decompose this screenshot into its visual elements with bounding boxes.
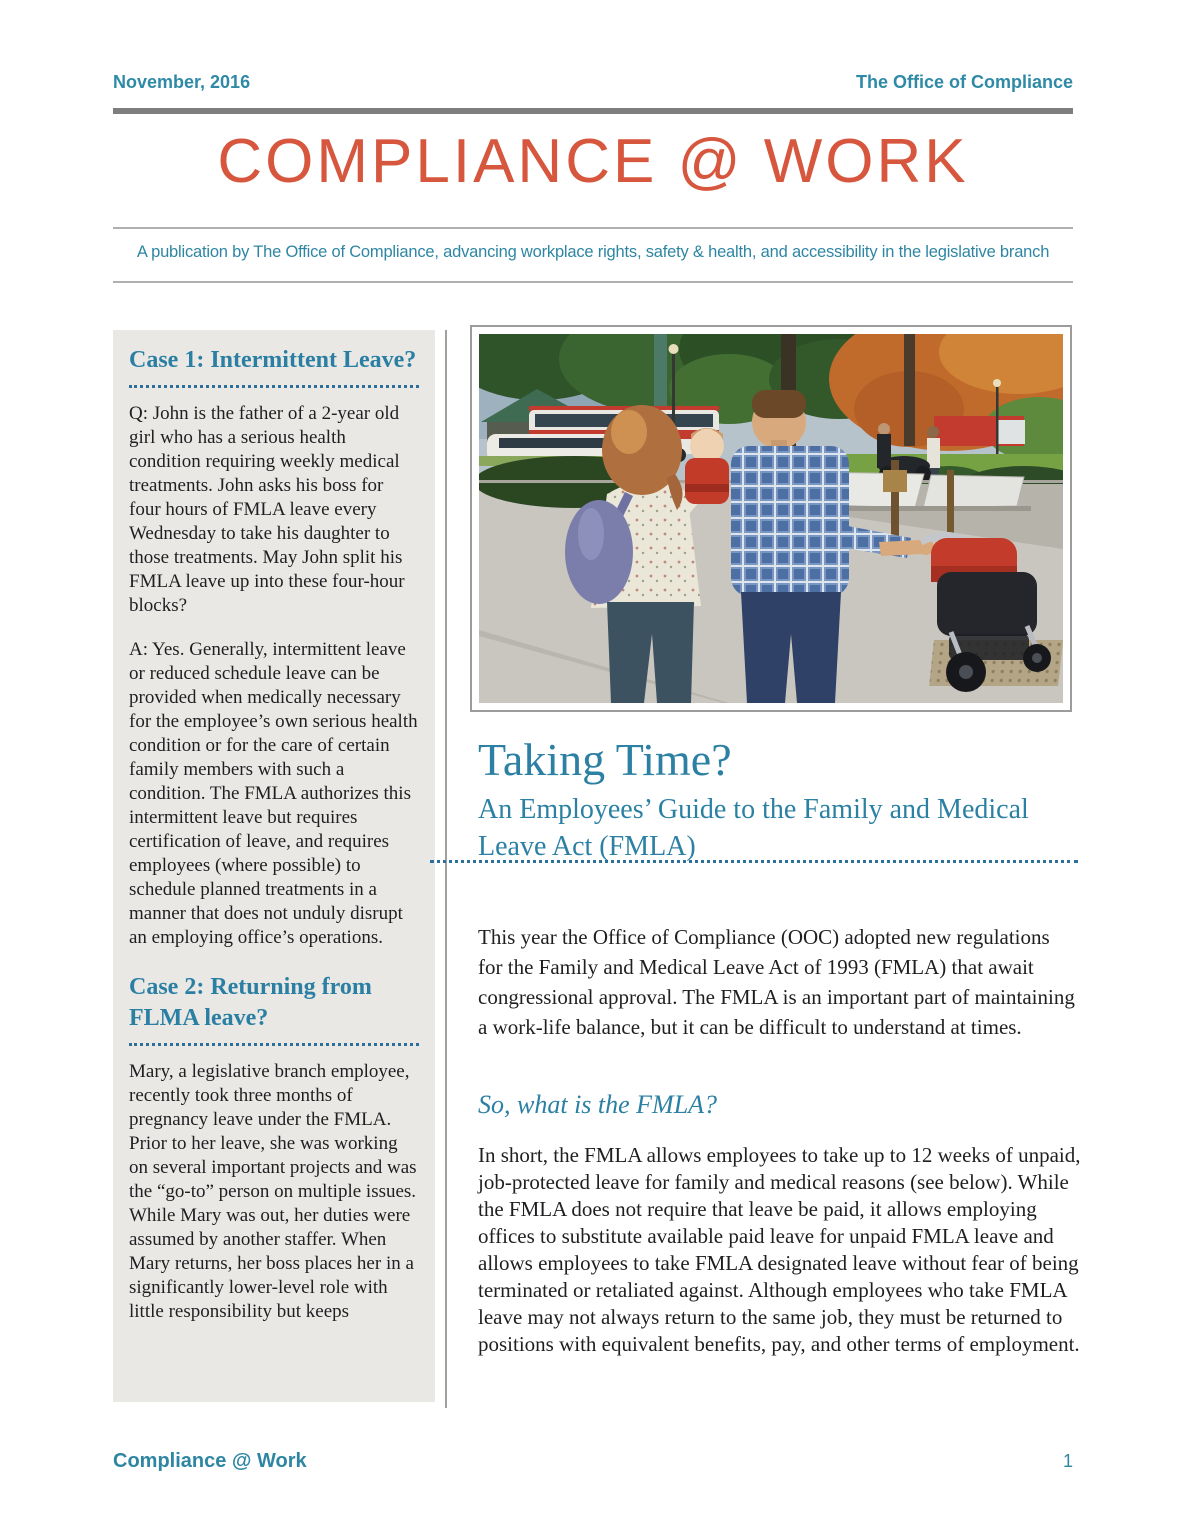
case2-heading: Case 2: Returning from FLMA leave? bbox=[129, 974, 372, 1031]
masthead-rule-top bbox=[113, 227, 1073, 229]
article-dotted-rule bbox=[430, 860, 1078, 863]
page-footer bbox=[113, 1450, 1073, 1473]
article-intro-paragraph: This year the Office of Compliance (OOC) adopted new regulations for the Family and Medical Leave Act of 1993 (FMLA) that await congressional approval. The FMLA is an important part of maintaining a work-life balance, but it can be difficult to understand at times. bbox=[478, 925, 1075, 1039]
page-header bbox=[113, 72, 1073, 93]
masthead-tagline: A publication by The Office of Compliance, advancing workplace rights, safety & health, and accessibility in the legislative branch bbox=[136, 243, 1050, 261]
header-rule bbox=[113, 108, 1073, 114]
case1-dotted-rule bbox=[129, 385, 419, 388]
case2-body: Mary, a legislative branch employee, recently took three months of pregnancy leave under the FMLA. Prior to her leave, she was working on several important projects and was the “go-to” person on multiple issues. While Mary was out, her duties were assumed by another staffer. When Mary returns, her boss places her in a significantly lower-level role with little responsibility but keeps bbox=[129, 1061, 417, 1322]
article-section-heading: So, what is the FMLA? bbox=[478, 1090, 718, 1119]
case-sidebar bbox=[113, 330, 435, 1402]
case1-heading: Case 1: Intermittent Leave? bbox=[129, 347, 417, 373]
family-photo bbox=[470, 325, 1072, 712]
column-divider bbox=[445, 330, 447, 1408]
article-section-paragraph: In short, the FMLA allows employees to take up to 12 weeks of unpaid, job-protected leave for family and medical reasons (see below). While the FMLA does not require that leave be paid, it allows employing offices to substitute available paid leave for unpaid FMLA leave and allows employees to take FMLA designated leave without fear of being terminated or retaliated against. Although employees who take FMLA leave may not always return to the same job, they must be returned to positions with equivalent benefits, pay, and other terms of employment. bbox=[478, 1143, 1081, 1356]
footer-title: Compliance @ Work bbox=[113, 1450, 307, 1472]
organization-name: The Office of Compliance bbox=[855, 72, 1073, 92]
case1-question: Q: John is the father of a 2-year old girl who has a serious health condition requiring weekly medical treatments. John asks his boss for four hours of FMLA leave every Wednesday to take his daughter to those treatments. May John split his FMLA leave up into these four-hour blocks? bbox=[129, 403, 405, 616]
masthead-title: COMPLIANCE @ WORK bbox=[217, 127, 969, 196]
footer-page-number: 1 bbox=[1062, 1451, 1073, 1471]
case1-answer: A: Yes. Generally, intermittent leave or reduced schedule leave can be provided when medically necessary for the employee’s own serious health condition or for the care of certain family members with such a condition. The FMLA authorizes this intermittent leave but requires certification of leave, and requires employees (where possible) to schedule planned treatments in a manner that does not unduly disrupt an employing office’s operations. bbox=[129, 639, 418, 948]
masthead-rule-bottom bbox=[113, 281, 1073, 283]
issue-date: November, 2016 bbox=[113, 72, 251, 92]
family-photo-illustration bbox=[479, 334, 1063, 703]
case2-dotted-rule bbox=[129, 1043, 419, 1046]
article-subtitle: An Employees’ Guide to the Family and Medical Leave Act (FMLA) bbox=[478, 794, 1029, 862]
article-title: Taking Time? bbox=[478, 734, 732, 785]
